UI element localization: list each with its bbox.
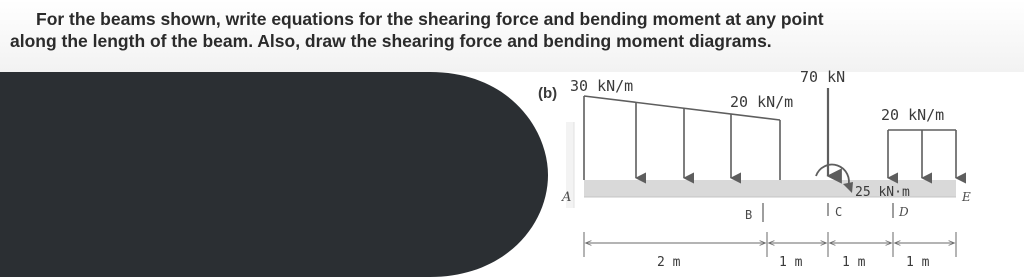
point-label-a: A (562, 190, 572, 205)
dim-label-1: 2 m (657, 255, 681, 270)
point-label-e: E (962, 190, 971, 204)
dim-label-4: 1 m (906, 255, 930, 270)
part-label: (b) (538, 85, 558, 102)
moment-label: 25 kN·m (855, 185, 910, 200)
load-label-70: 70 kN (800, 68, 846, 86)
load-label-30: 30 kN/m (570, 77, 634, 95)
load-label-20-left: 20 kN/m (730, 93, 794, 111)
distributed-load-right (888, 130, 956, 178)
dark-overlay (0, 72, 548, 277)
point-label-b: B (745, 208, 753, 222)
problem-line-2: along the length of the beam. Also, draw the shearing force and bending moment diagrams. (10, 31, 772, 51)
load-label-20-right: 20 kN/m (881, 106, 945, 124)
dim-label-3: 1 m (842, 255, 866, 270)
point-label-c: C (835, 205, 843, 219)
point-label-d: D (899, 205, 909, 219)
dimension-lines (584, 232, 956, 257)
dim-label-2: 1 m (779, 255, 803, 270)
problem-line-1: For the beams shown, write equations for the shearing force and bending moment at any point (36, 9, 824, 29)
